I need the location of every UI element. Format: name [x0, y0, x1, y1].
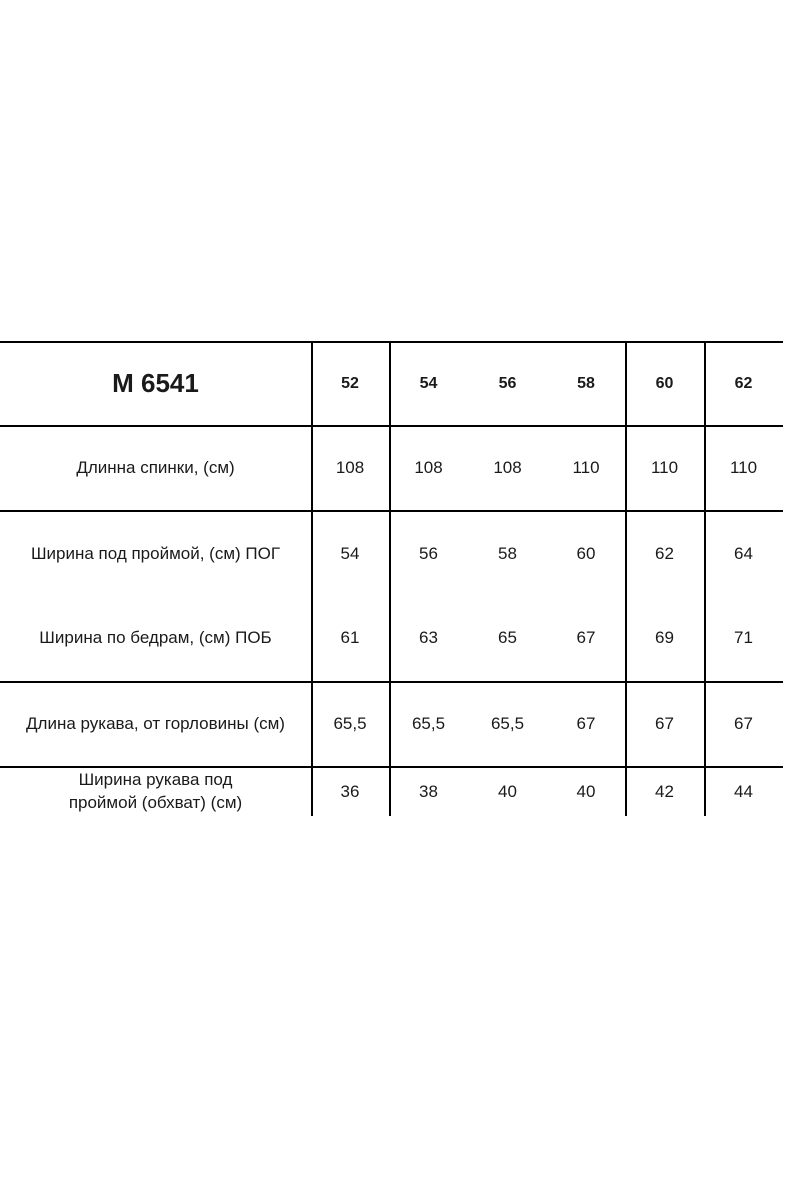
table-cell: 67	[734, 714, 753, 734]
table-cell: 110	[572, 458, 600, 478]
table-cell: 65,5	[333, 714, 367, 734]
table-cell: 56	[419, 543, 438, 563]
size-header: 56	[498, 375, 517, 393]
row-label: Длина рукава, от горловины (см)	[26, 714, 285, 734]
table-cell: 60	[576, 543, 596, 563]
table-cell: 64	[734, 543, 753, 563]
table-cell: 44	[734, 781, 753, 801]
table-cell: 110	[650, 458, 679, 478]
row-label: Длинна спинки, (см)	[76, 458, 235, 478]
table-cell: 110	[729, 458, 758, 478]
table-cell: 58	[498, 543, 517, 563]
size-header: 58	[577, 375, 595, 393]
table-cell: 62	[655, 543, 674, 563]
table-cell: 63	[419, 628, 438, 648]
table-cell: 40	[576, 781, 596, 801]
table-cell: 67	[576, 714, 596, 734]
size-header: 52	[341, 375, 359, 393]
row-label: Ширина по бедрам, (см) ПОБ	[39, 628, 272, 648]
table-cell: 36	[340, 781, 360, 801]
row-label: Ширина под проймой, (см) ПОГ	[30, 543, 281, 563]
table-cell: 42	[655, 781, 674, 801]
table-cell: 108	[335, 458, 365, 478]
table-cell: 65	[498, 628, 517, 648]
table-cell: 71	[734, 628, 753, 648]
table-cell: 61	[340, 628, 360, 648]
table-cell: 65,5	[411, 714, 446, 734]
table-cell: 108	[414, 458, 443, 478]
size-header: 54	[419, 375, 438, 393]
table-cell: 40	[498, 781, 517, 801]
table-cell: 65,5	[490, 714, 525, 734]
table-cell: 108	[493, 458, 522, 478]
size-header: 60	[655, 375, 674, 393]
table-cell: 38	[419, 781, 438, 801]
table-cell: 67	[655, 714, 674, 734]
table-cell: 54	[340, 543, 360, 563]
table-cell: 69	[655, 628, 674, 648]
table-cell: 67	[576, 628, 596, 648]
size-header: 62	[734, 375, 753, 393]
row-label: Ширина рукава под проймой (обхват) (см)	[68, 770, 243, 812]
model-code: М 6541	[112, 368, 199, 399]
